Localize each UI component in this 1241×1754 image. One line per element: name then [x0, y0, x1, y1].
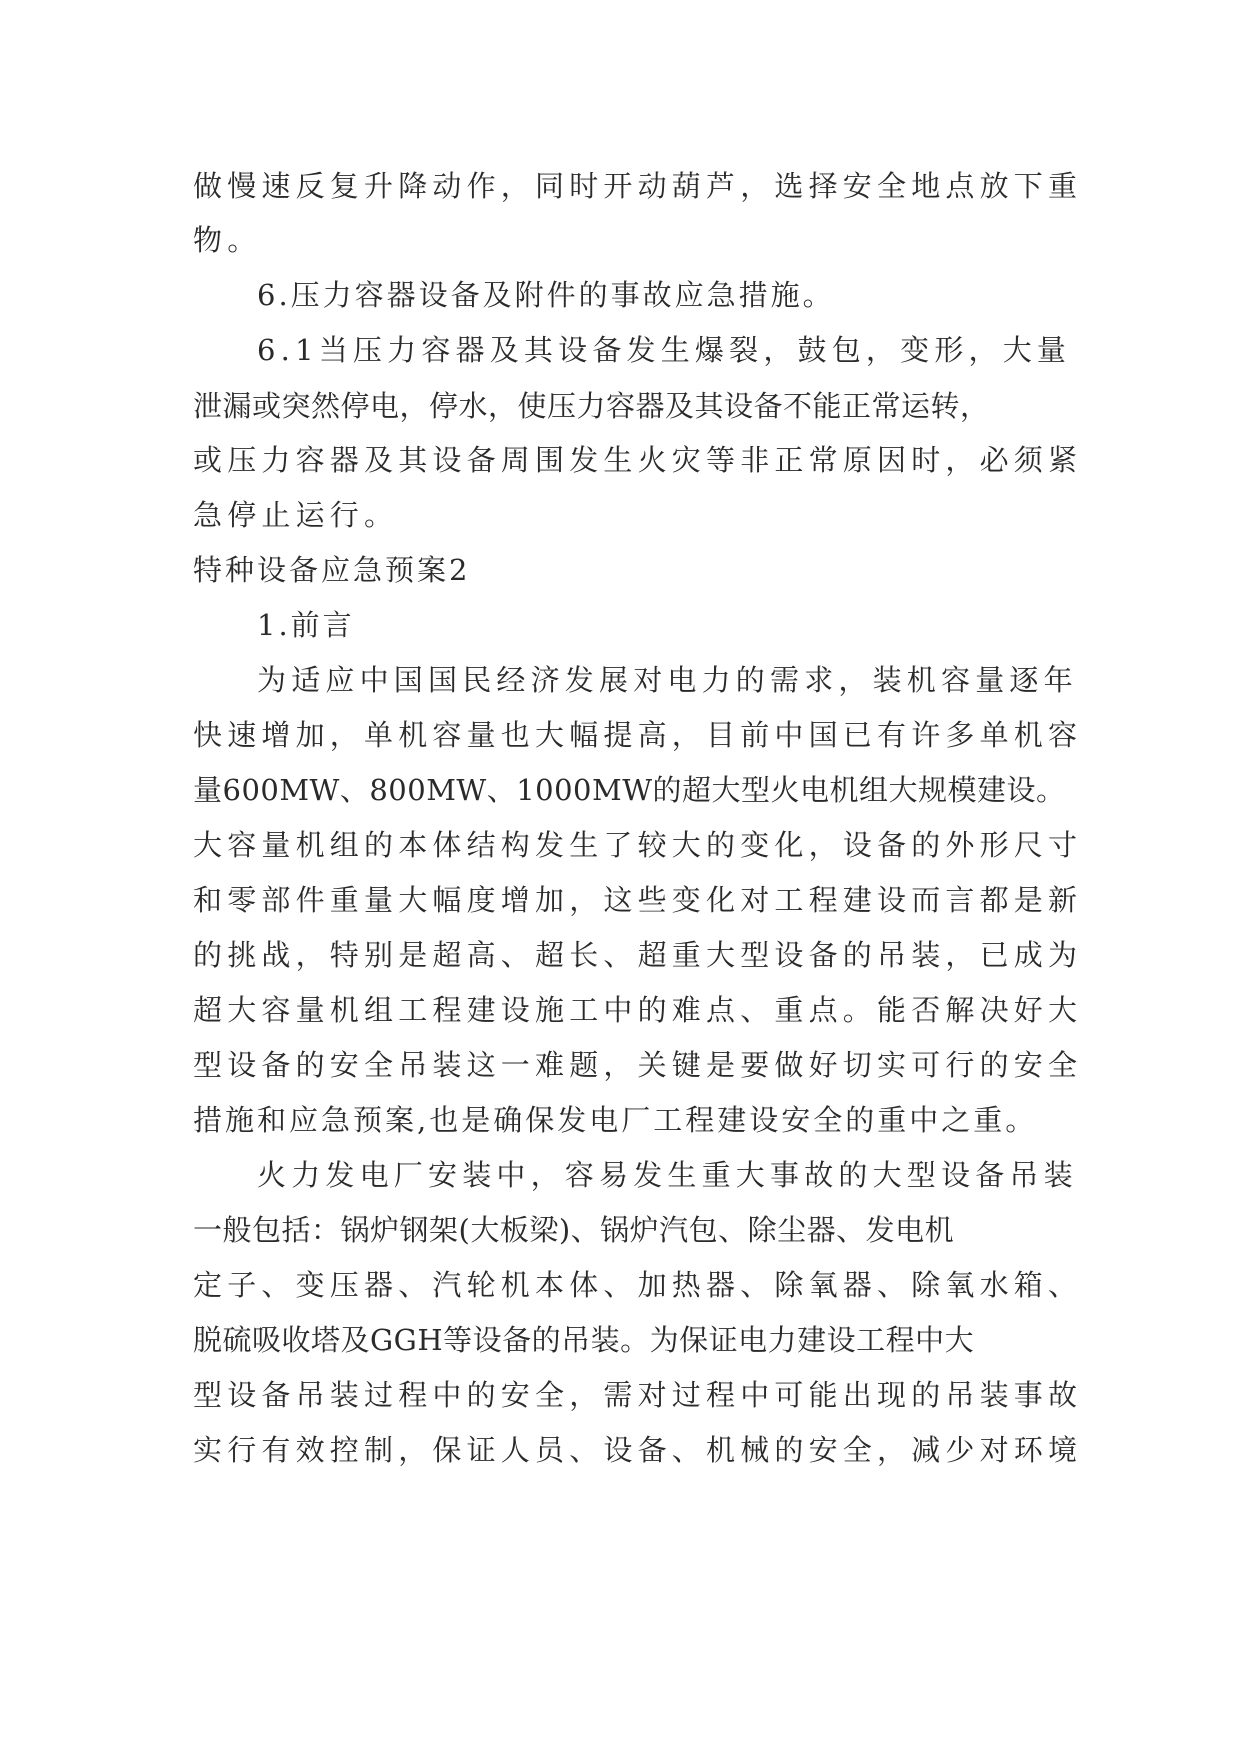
text-line-6: 或压力容器及其设备周围发生火灾等非正常原因时，必须紧: [193, 443, 1083, 477]
text-line-22: 脱硫吸收塔及GGH等设备的吊装。为保证电力建设工程中大: [193, 1323, 975, 1357]
text-line-21: 定子、变压器、汽轮机本体、加热器、除氧器、除氧水箱、: [193, 1268, 1083, 1302]
text-line-11: 快速增加，单机容量也大幅提高，目前中国已有许多单机容: [193, 718, 1083, 752]
text-line-13: 大容量机组的本体结构发生了较大的变化，设备的外形尺寸: [193, 828, 1083, 862]
text-line-14: 和零部件重量大幅度增加，这些变化对工程建设而言都是新: [193, 883, 1083, 917]
text-line-10: 为适应中国国民经济发展对电力的需求，装机容量逐年: [257, 663, 1078, 697]
text-line-17: 型设备的安全吊装这一难题，关键是要做好切实可行的安全: [193, 1048, 1083, 1082]
text-line-16: 超大容量机组工程建设施工中的难点、重点。能否解决好大: [193, 993, 1083, 1027]
section-heading-6: 6.压力容器设备及附件的事故应急措施。: [257, 278, 835, 312]
text-line-1: 做慢速反复升降动作，同时开动葫芦，选择安全地点放下重: [193, 169, 1083, 203]
text-line-7: 急停止运行。: [193, 498, 399, 532]
text-line-12: 量600MW、800MW、1000MW的超大型火电机组大规模建设。: [193, 773, 1066, 807]
text-line-5: 泄漏或突然停电，停水，使压力容器及其设备不能正常运转，: [193, 389, 990, 423]
text-line-20: 一般包括：锅炉钢架(大板梁)、锅炉汽包、除尘器、发电机: [193, 1213, 955, 1247]
text-line-4: 6.1当压力容器及其设备发生爆裂，鼓包，变形，大量: [257, 333, 1072, 367]
text-line-18: 措施和应急预案,也是确保发电厂工程建设安全的重中之重。: [193, 1103, 1038, 1137]
text-line-15: 的挑战，特别是超高、超长、超重大型设备的吊装，已成为: [193, 938, 1083, 972]
text-line-24: 实行有效控制，保证人员、设备、机械的安全，减少对环境: [193, 1433, 1083, 1467]
text-line-2: 物。: [193, 223, 262, 257]
text-line-23: 型设备吊装过程中的安全，需对过程中可能出现的吊装事故: [193, 1378, 1083, 1412]
section-heading-1: 1.前言: [257, 608, 355, 642]
text-line-19: 火力发电厂安装中，容易发生重大事故的大型设备吊装: [257, 1158, 1078, 1192]
document-title: 特种设备应急预案2: [193, 553, 471, 587]
